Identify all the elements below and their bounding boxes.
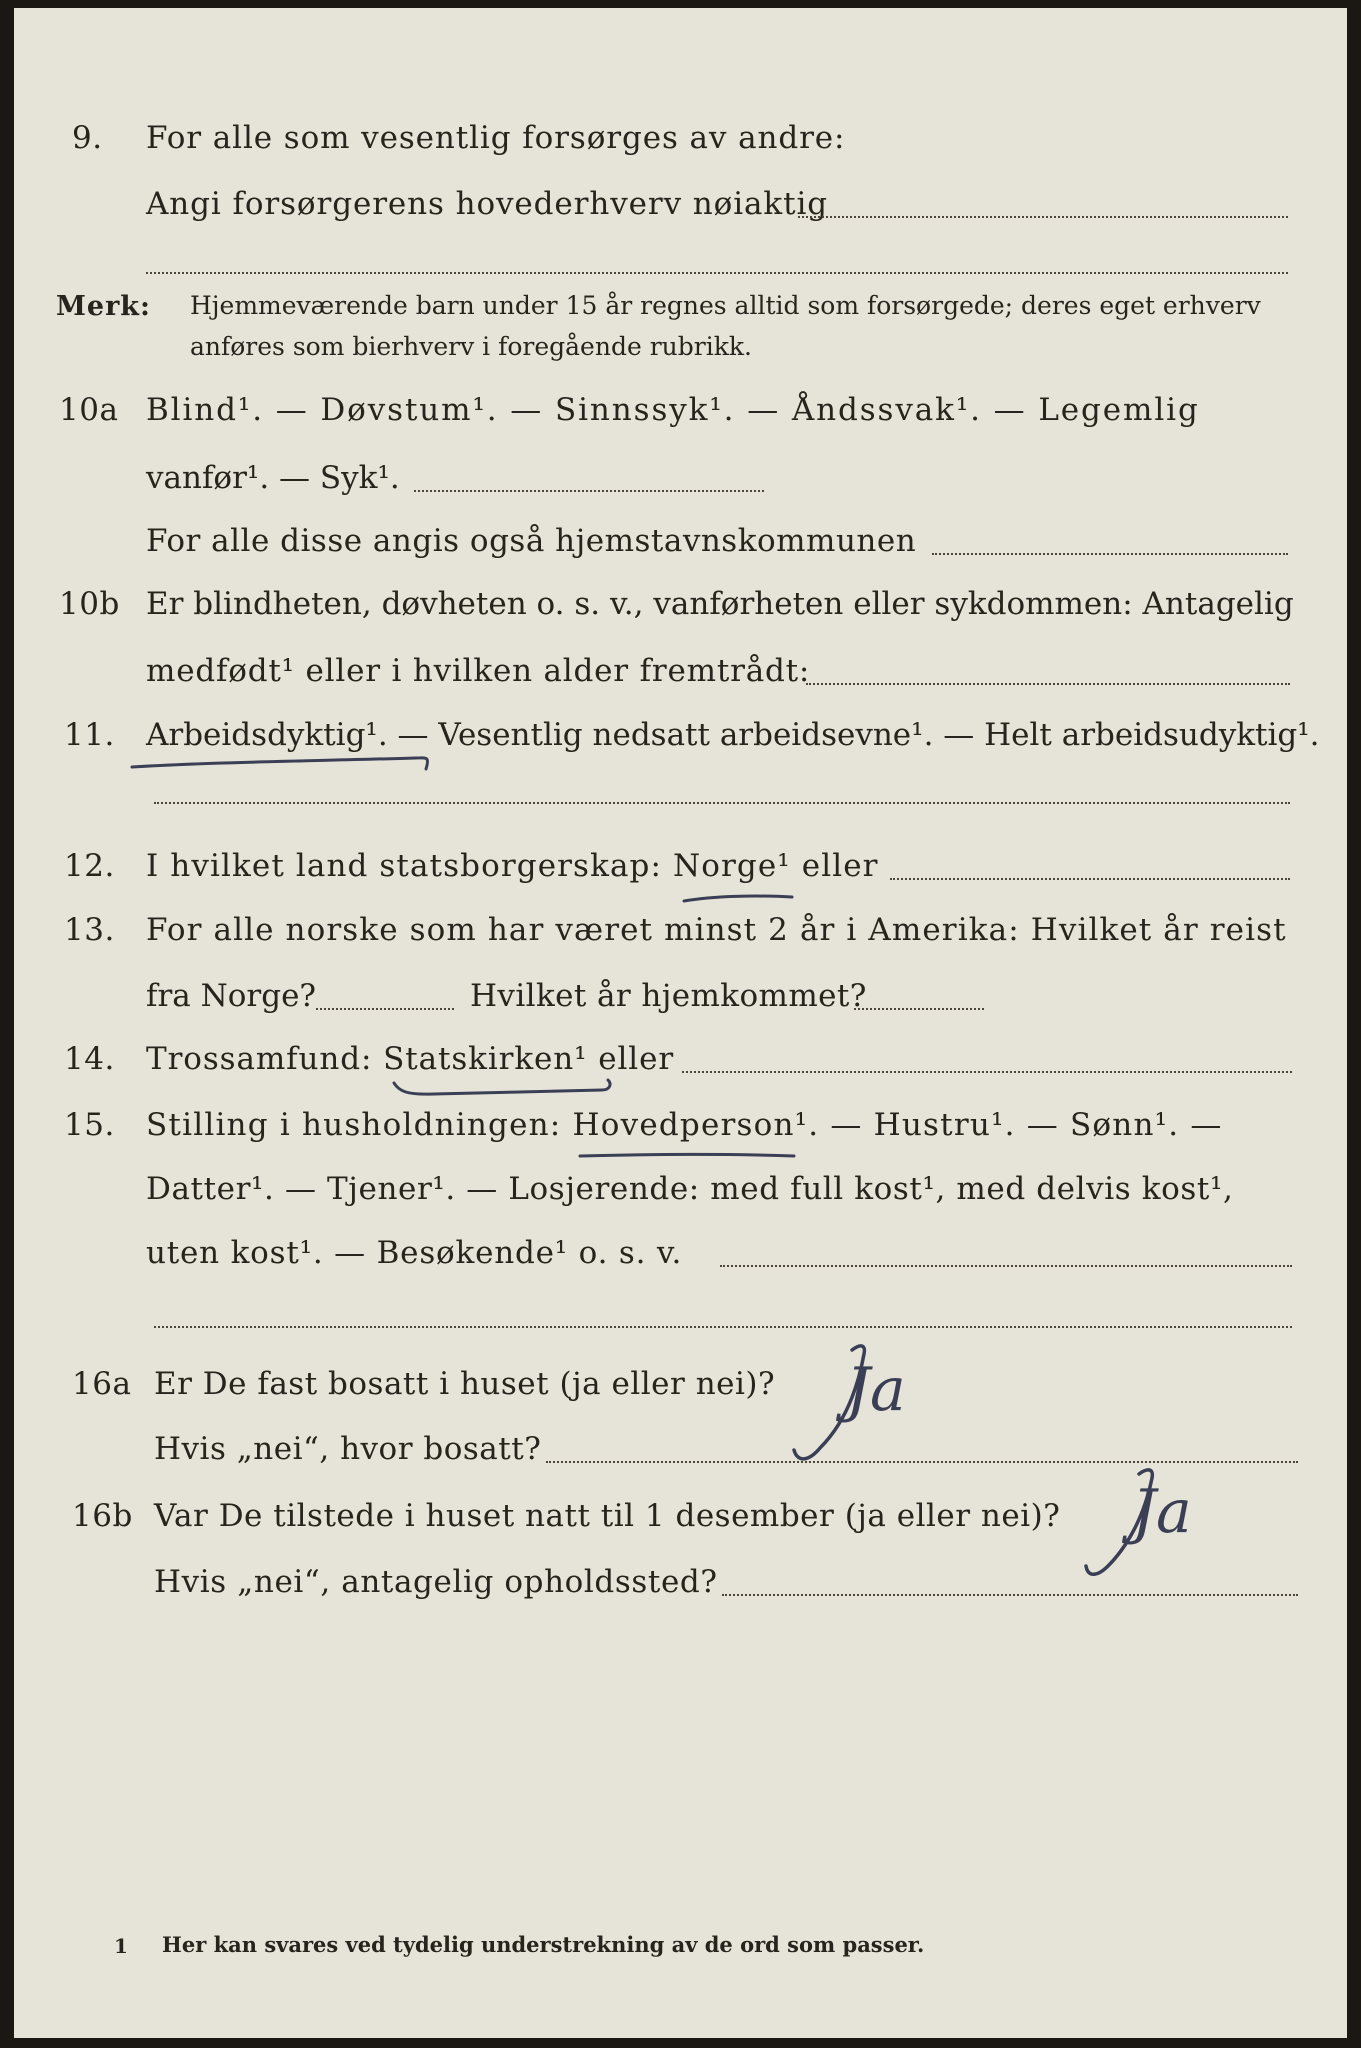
note-label: Merk: bbox=[56, 291, 151, 322]
q9-line-1 bbox=[14, 120, 1347, 180]
q11-text: Arbeidsdyktig¹. — Vesentlig nedsatt arbeidsevne¹. — Helt arbeidsudyktig¹. bbox=[146, 717, 1320, 753]
q9-provider-occupation-label: Angi forsørgerens hovederhverv nøiaktig bbox=[146, 186, 829, 222]
q14-text: Trossamfund: Statskirken¹ eller bbox=[146, 1041, 675, 1077]
q16a-line-2 bbox=[14, 1431, 1347, 1491]
q15-text-3: uten kost¹. — Besøkende¹ o. s. v. bbox=[146, 1235, 683, 1271]
footnote-text: Her kan svares ved tydelig understrekning av de ord som passer. bbox=[162, 1932, 925, 1957]
q13-return-label: Hvilket år hjemkommet? bbox=[470, 978, 867, 1014]
q16a-residence-field[interactable] bbox=[546, 1461, 1298, 1463]
answer-16b: Ja bbox=[1132, 1477, 1192, 1547]
q11-continuation-field[interactable] bbox=[154, 802, 1290, 804]
q11-line-1 bbox=[14, 717, 1347, 777]
q15-text-2: Datter¹. — Tjener¹. — Losjerende: med full kost¹, med delvis kost¹, bbox=[146, 1171, 1234, 1207]
q10a-line-1 bbox=[14, 392, 1347, 452]
q14-line-1 bbox=[14, 1041, 1347, 1101]
q13-return-year-field[interactable] bbox=[854, 1008, 984, 1010]
q10b-text-2: medfødt¹ eller i hvilken alder fremtrådt: bbox=[146, 653, 811, 689]
q10a-illness-field[interactable] bbox=[414, 490, 764, 492]
q16b-text-1: Var De tilstede i huset natt til 1 desember (ja eller nei)? bbox=[154, 1498, 1061, 1534]
note-text-2: anføres som bierhverv i foregående rubrikk. bbox=[190, 332, 752, 361]
q10a-number: 10a bbox=[59, 392, 119, 428]
q15-number: 15. bbox=[64, 1107, 115, 1143]
answer-16a: Ja bbox=[846, 1355, 906, 1425]
q15-line-1 bbox=[14, 1107, 1347, 1167]
q14-religion-field[interactable] bbox=[682, 1071, 1292, 1073]
q12-line-1 bbox=[14, 848, 1347, 908]
q11-extra-line bbox=[14, 778, 1347, 838]
q16a-text-2: Hvis „nei“, hvor bosatt? bbox=[154, 1431, 542, 1467]
q10a-text-2: vanfør¹. — Syk¹. bbox=[146, 460, 400, 496]
q15-line-2 bbox=[14, 1171, 1347, 1231]
q12-text: I hvilket land statsborgerskap: Norge¹ eller bbox=[146, 848, 879, 884]
q15-line-3 bbox=[14, 1235, 1347, 1295]
q16b-line-1 bbox=[14, 1498, 1347, 1558]
q13-departure-year-field[interactable] bbox=[316, 1008, 454, 1010]
q10b-text-1: Er blindheten, døvheten o. s. v., vanførheten eller sykdommen: Antagelig bbox=[146, 586, 1294, 622]
q10b-number: 10b bbox=[59, 586, 120, 622]
q10a-home-municipality-field[interactable] bbox=[932, 553, 1288, 555]
q16a-line-1 bbox=[14, 1366, 1347, 1426]
q16b-whereabouts-field[interactable] bbox=[722, 1594, 1298, 1596]
q9-line-2 bbox=[14, 186, 1347, 246]
q10a-text-1: Blind¹. — Døvstum¹. — Sinnssyk¹. — Åndssvak¹. — Legemlig bbox=[146, 392, 1200, 428]
q10b-line-2 bbox=[14, 653, 1347, 713]
q10a-line-2 bbox=[14, 460, 1347, 520]
q16b-line-2 bbox=[14, 1564, 1347, 1624]
q13-line-2 bbox=[14, 978, 1347, 1038]
q10b-line-1 bbox=[14, 586, 1347, 646]
q13-departure-label: fra Norge? bbox=[146, 978, 317, 1014]
q16b-text-2: Hvis „nei“, antagelig opholdssted? bbox=[154, 1564, 718, 1600]
q16b-number: 16b bbox=[72, 1498, 133, 1534]
q10a-line-3 bbox=[14, 523, 1347, 583]
q9-continuation-field[interactable] bbox=[146, 272, 1288, 274]
q9-text: For alle som vesentlig forsørges av andre: bbox=[146, 120, 846, 156]
q16a-number: 16a bbox=[72, 1366, 132, 1402]
q13-line-1 bbox=[14, 912, 1347, 972]
q16a-text-1: Er De fast bosatt i huset (ja eller nei)? bbox=[154, 1366, 776, 1402]
footnote bbox=[14, 1928, 1347, 1968]
footnote-mark: 1 bbox=[114, 1934, 128, 1958]
note-text-1: Hjemmeværende barn under 15 år regnes alltid som forsørgede; deres eget erhverv bbox=[190, 291, 1261, 320]
q13-text-1: For alle norske som har været minst 2 år i Amerika: Hvilket år reist bbox=[146, 912, 1287, 948]
note-line-2 bbox=[14, 332, 1347, 392]
q11-number: 11. bbox=[64, 717, 115, 753]
q10a-text-3: For alle disse angis også hjemstavnskommunen bbox=[146, 523, 917, 559]
q10b-onset-age-field[interactable] bbox=[806, 683, 1290, 685]
q15-continuation-field[interactable] bbox=[154, 1326, 1292, 1328]
q9-number: 9. bbox=[72, 120, 103, 156]
q13-number: 13. bbox=[64, 912, 115, 948]
q9-provider-occupation-field[interactable] bbox=[798, 216, 1288, 218]
q15-extra-line bbox=[14, 1300, 1347, 1360]
census-form-page bbox=[14, 8, 1347, 2038]
q12-citizenship-field[interactable] bbox=[890, 878, 1290, 880]
q15-text-1: Stilling i husholdningen: Hovedperson¹. — Hustru¹. — Sønn¹. — bbox=[146, 1107, 1223, 1143]
q14-number: 14. bbox=[64, 1041, 115, 1077]
q12-number: 12. bbox=[64, 848, 115, 884]
q15-household-position-field[interactable] bbox=[720, 1265, 1292, 1267]
